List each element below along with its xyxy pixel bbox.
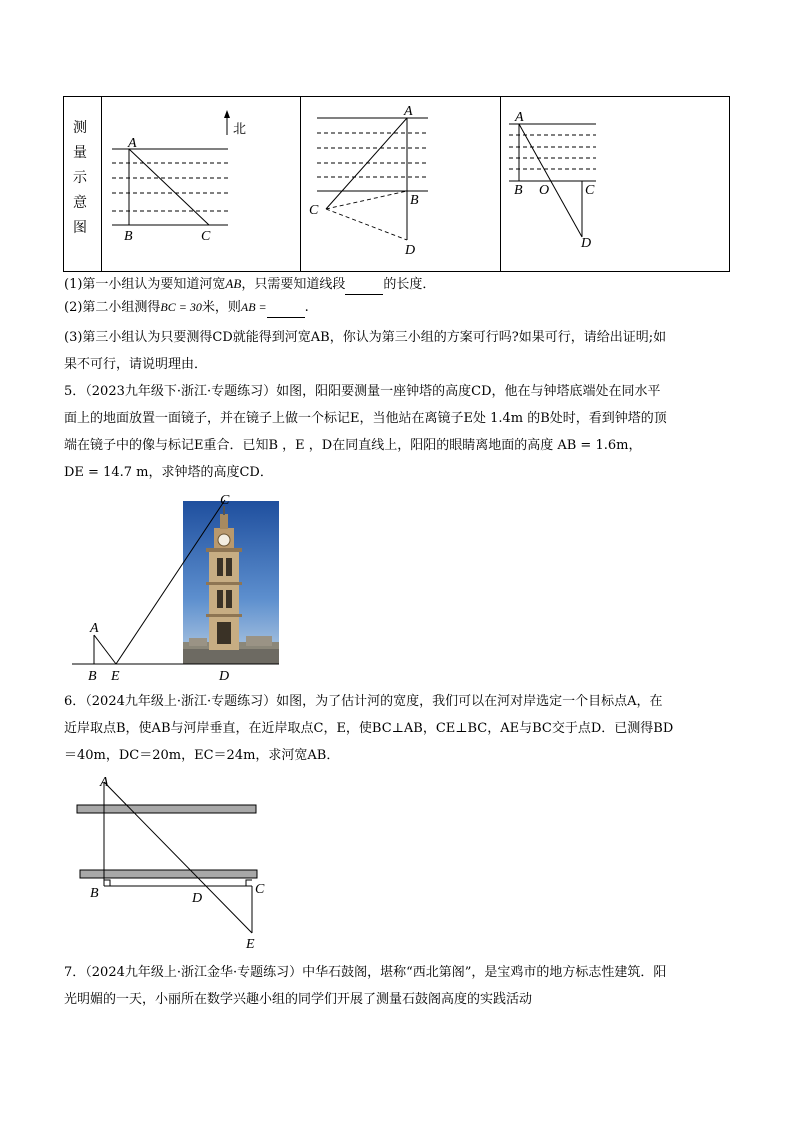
problem-5-figure [66,490,286,685]
point-label-d: D [405,243,416,258]
point-label-b: B [90,886,99,901]
point-label-c: C [255,882,265,897]
problem-6-line-3: ＝40m，DC＝20m，EC＝24m，求河宽AB． [64,748,340,763]
point-label-d: D [192,891,203,906]
problem-5-line-3: 端在镜子中的像与标记E重合．已知B ，E ，D在同直线上，阳阳的眼睛离地面的高度 AB = 1.6m， [64,438,642,453]
point-label-a: A [404,104,413,119]
problem-5-line-1: 5．（2023九年级下·浙江·专题练习）如图，阳阳要测量一座钟塔的高度CD，他在与钟塔底端处在同水平 [64,384,661,399]
point-label-e: E [246,937,255,952]
point-label-c: C [220,493,230,508]
diagram-group-1 [101,97,300,271]
point-label-b: B [88,669,97,684]
point-label-o: O [539,183,550,198]
table-row-label: 测 量 示 意 图 [73,120,87,236]
question-3-line-1: (3)第三小组认为只要测得CD就能得到河宽AB，你认为第三小组的方案可行吗?如果可行，请给出证明;如 [64,330,667,345]
point-label-a: A [100,775,109,790]
problem-6-line-2: 近岸取点B，使AB与河岸垂直，在近岸取点C，E，使BC⊥AB，CE⊥BC，AE与BC交于点D．已测得BD [64,721,674,736]
problem-5-line-4: DE = 14.7 m，求钟塔的高度CD． [64,465,273,480]
problem-7-line-1: 7．（2024九年级上·浙江金华·专题练习）中华石鼓阁，堪称“西北第阁”，是宝鸡市的地方标志性建筑．阳 [64,965,667,980]
point-label-a: A [515,110,524,125]
point-label-d: D [581,236,592,251]
question-1: (1)第一小组认为要知道河宽AB，只需要知道线段 的长度． [64,274,435,295]
problem-6-line-1: 6．（2024九年级上·浙江·专题练习）如图，为了估计河的宽度，我们可以在河对岸选定一个目标点A，在 [64,694,663,709]
answer-blank[interactable] [267,297,305,318]
point-label-d: D [219,669,230,684]
point-label-e: E [111,669,120,684]
point-label-a: A [90,621,99,636]
question-3-line-2: 果不可行，请说明理由． [64,357,208,372]
near-river-bank [80,870,257,878]
diagram-group-2 [300,97,500,271]
point-label-a: A [128,136,137,151]
point-label-c: C [585,183,595,198]
point-label-c: C [309,203,319,218]
problem-6-figure [70,772,280,954]
problem-7-line-2: 光明媚的一天，小丽所在数学兴趣小组的同学们开展了测量石鼓阁高度的实践活动 [64,992,533,1007]
answer-blank[interactable] [345,274,383,295]
point-label-b: B [514,183,523,198]
clock-tower-image [183,501,279,664]
point-label-b: B [124,229,133,244]
question-2: (2)第二小组测得BC = 30米，则AB = . [64,297,309,318]
point-label-b: B [410,193,419,208]
north-label: 北 [233,122,247,137]
diagram-group-3 [500,97,729,271]
point-label-c: C [201,229,211,244]
problem-5-line-2: 面上的地面放置一面镜子，并在镜子上做一个标记E，当他站在离镜子E处 1.4m 的B处时，看到钟塔的顶 [64,411,667,426]
